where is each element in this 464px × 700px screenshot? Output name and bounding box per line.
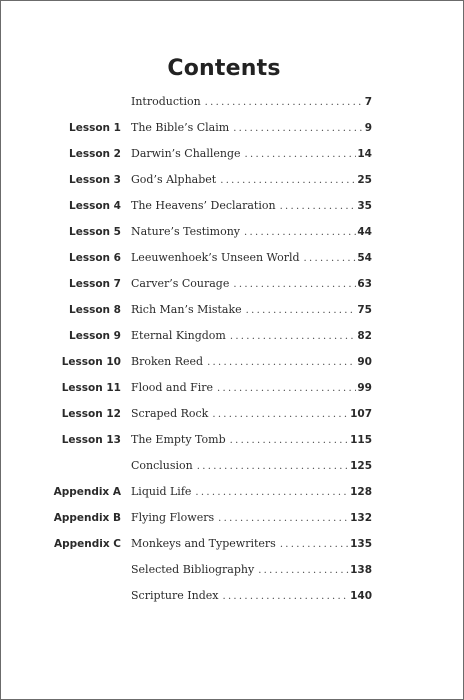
toc-row-lesson-11 <box>1 375 463 401</box>
toc-entry <box>131 219 372 246</box>
toc-entry <box>131 349 372 376</box>
dot-leader <box>217 376 356 402</box>
dot-leader <box>222 584 349 610</box>
toc-label: Lesson 3 <box>69 174 121 186</box>
toc-page-number: 128 <box>350 486 372 498</box>
toc-label: Appendix A <box>53 486 121 498</box>
toc-row-scripture-index <box>1 583 463 609</box>
dot-leader <box>230 428 349 454</box>
dot-leader <box>230 324 357 350</box>
dot-leader <box>304 246 357 272</box>
toc-entry-title: Scripture Index <box>131 589 219 602</box>
toc-entry-title: Nature’s Testimony <box>131 225 241 238</box>
toc-label: Appendix C <box>53 538 121 550</box>
dot-leader <box>218 506 349 532</box>
toc-row-lesson-6 <box>1 245 463 271</box>
dot-leader <box>195 480 349 506</box>
toc-entry <box>131 479 372 506</box>
dot-leader <box>280 532 349 558</box>
toc-page-number: 99 <box>357 382 372 394</box>
page-title: Contents <box>167 56 281 81</box>
toc-entry-title: God’s Alphabet <box>131 173 217 186</box>
toc-entry-title: Liquid Life <box>131 485 192 498</box>
toc-page-number: 9 <box>364 122 372 134</box>
toc-entry-title: Introduction <box>131 95 201 108</box>
toc-entry-title: Broken Reed <box>131 355 204 368</box>
toc-label: Lesson 13 <box>61 434 121 446</box>
toc-row-selected-bibliography <box>1 557 463 583</box>
toc-label: Lesson 4 <box>69 200 121 212</box>
dot-leader <box>207 350 356 376</box>
toc-entry-title: Eternal Kingdom <box>131 329 226 342</box>
toc-entry <box>131 557 372 584</box>
toc-page-number: 54 <box>357 252 372 264</box>
toc-entry-title: The Heavens’ Declaration <box>131 199 276 212</box>
toc-page-number: 82 <box>357 330 372 342</box>
toc-entry <box>131 427 372 454</box>
toc-label: Lesson 12 <box>61 408 121 420</box>
toc-row-lesson-4 <box>1 193 463 219</box>
toc-page-number: 63 <box>357 278 372 290</box>
toc-entry-title: Conclusion <box>131 459 193 472</box>
toc-entry <box>131 245 372 272</box>
toc-page-number: 107 <box>350 408 372 420</box>
toc-page-number: 75 <box>357 304 372 316</box>
toc-label: Lesson 10 <box>61 356 121 368</box>
toc-row-lesson-7 <box>1 271 463 297</box>
toc-entry-title: Darwin’s Challenge <box>131 147 241 160</box>
toc-page-number: 138 <box>350 564 372 576</box>
toc-entry-title: Flood and Fire <box>131 381 214 394</box>
toc-page-number: 140 <box>350 590 372 602</box>
toc-row-lesson-8 <box>1 297 463 323</box>
toc-label: Lesson 6 <box>69 252 121 264</box>
toc-entry <box>131 271 372 298</box>
toc-entry <box>131 505 372 532</box>
toc-row-lesson-2 <box>1 141 463 167</box>
toc-label: Lesson 7 <box>69 278 121 290</box>
toc-row-conclusion <box>1 453 463 479</box>
toc-entry <box>131 141 372 168</box>
dot-leader <box>197 454 349 480</box>
dot-leader <box>258 558 349 584</box>
toc-page-number: 14 <box>357 148 372 160</box>
toc-label: Lesson 1 <box>69 122 121 134</box>
dot-leader <box>212 402 349 428</box>
toc-page-number: 132 <box>350 512 372 524</box>
toc-row-lesson-9 <box>1 323 463 349</box>
toc-entry <box>131 89 372 116</box>
toc-entry-title: Rich Man’s Mistake <box>131 303 242 316</box>
table-of-contents <box>1 89 463 609</box>
toc-row-lesson-5 <box>1 219 463 245</box>
toc-entry <box>131 583 372 610</box>
toc-page-number: 44 <box>357 226 372 238</box>
toc-entry <box>131 297 372 324</box>
toc-entry-title: Monkeys and Typewriters <box>131 537 276 550</box>
toc-entry-title: Leeuwenhoek’s Unseen World <box>131 251 300 264</box>
toc-entry <box>131 167 372 194</box>
dot-leader <box>245 142 357 168</box>
toc-entry <box>131 193 372 220</box>
dot-leader <box>233 272 356 298</box>
toc-entry <box>131 401 372 428</box>
toc-entry-title: Scraped Rock <box>131 407 209 420</box>
toc-entry-title: Selected Bibliography <box>131 563 255 576</box>
toc-entry <box>131 453 372 480</box>
toc-page-number: 25 <box>357 174 372 186</box>
dot-leader <box>233 116 364 142</box>
dot-leader <box>244 220 356 246</box>
toc-entry <box>131 531 372 558</box>
toc-row-lesson-13 <box>1 427 463 453</box>
toc-page-number: 115 <box>350 434 372 446</box>
toc-entry <box>131 375 372 402</box>
toc-row-appendix-a <box>1 479 463 505</box>
toc-row-appendix-b <box>1 505 463 531</box>
toc-label: Lesson 8 <box>69 304 121 316</box>
toc-entry-title: Carver’s Courage <box>131 277 230 290</box>
toc-label: Lesson 11 <box>61 382 121 394</box>
dot-leader <box>205 90 364 116</box>
toc-entry-title: Flying Flowers <box>131 511 215 524</box>
toc-page-number: 35 <box>357 200 372 212</box>
toc-row-lesson-3 <box>1 167 463 193</box>
toc-entry <box>131 115 372 142</box>
toc-entry-title: The Empty Tomb <box>131 433 226 446</box>
toc-page-number: 125 <box>350 460 372 472</box>
toc-row-lesson-12 <box>1 401 463 427</box>
toc-row-lesson-10 <box>1 349 463 375</box>
dot-leader <box>220 168 356 194</box>
toc-page-number: 7 <box>364 96 372 108</box>
toc-entry-title: The Bible’s Claim <box>131 121 230 134</box>
toc-page-number: 135 <box>350 538 372 550</box>
toc-label: Lesson 5 <box>69 226 121 238</box>
dot-leader <box>246 298 357 324</box>
toc-label: Lesson 2 <box>69 148 121 160</box>
toc-row-lesson-1 <box>1 115 463 141</box>
toc-entry <box>131 323 372 350</box>
toc-page-number: 90 <box>357 356 372 368</box>
toc-label: Appendix B <box>53 512 121 524</box>
dot-leader <box>280 194 357 220</box>
toc-label: Lesson 9 <box>69 330 121 342</box>
toc-row-introduction <box>1 89 463 115</box>
toc-row-appendix-c <box>1 531 463 557</box>
